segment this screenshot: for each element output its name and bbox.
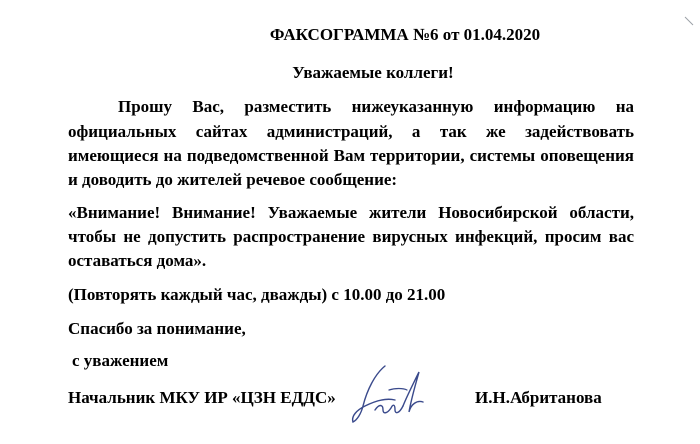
body-line-4: и доводить до жителей речевое сообщение: <box>68 170 398 189</box>
body-line-2: официальных сайтах администраций, а так же задействовать <box>68 122 634 141</box>
regards-line: с уважением <box>72 351 169 370</box>
thanks-line: Спасибо за понимание, <box>68 319 246 338</box>
message-line-3: оставаться дома». <box>68 251 207 270</box>
message-line-2: чтобы не допустить распространение вирусных инфекций, просим вас <box>68 227 634 246</box>
body-line-1: Прошу Вас, разместить нижеуказанную информацию на <box>118 97 634 116</box>
handwritten-signature <box>345 360 435 426</box>
greeting: Уважаемые коллеги! <box>292 63 454 82</box>
message-line-1: «Внимание! Внимание! Уважаемые жители Новосибирской области, <box>68 203 634 222</box>
document-title: ФАКСОГРАММА №6 от 01.04.2020 <box>269 25 541 44</box>
body-line-3: имеющиеся на подведомственной Вам территории, системы оповещения <box>68 146 634 165</box>
signer-position: Начальник МКУ ИР «ЦЗН ЕДДС» <box>68 388 336 407</box>
signer-name: И.Н.Абританова <box>475 388 602 407</box>
repeat-note: (Повторять каждый час, дважды) с 10.00 до 21.00 <box>68 285 446 304</box>
corner-smudge <box>684 16 694 26</box>
